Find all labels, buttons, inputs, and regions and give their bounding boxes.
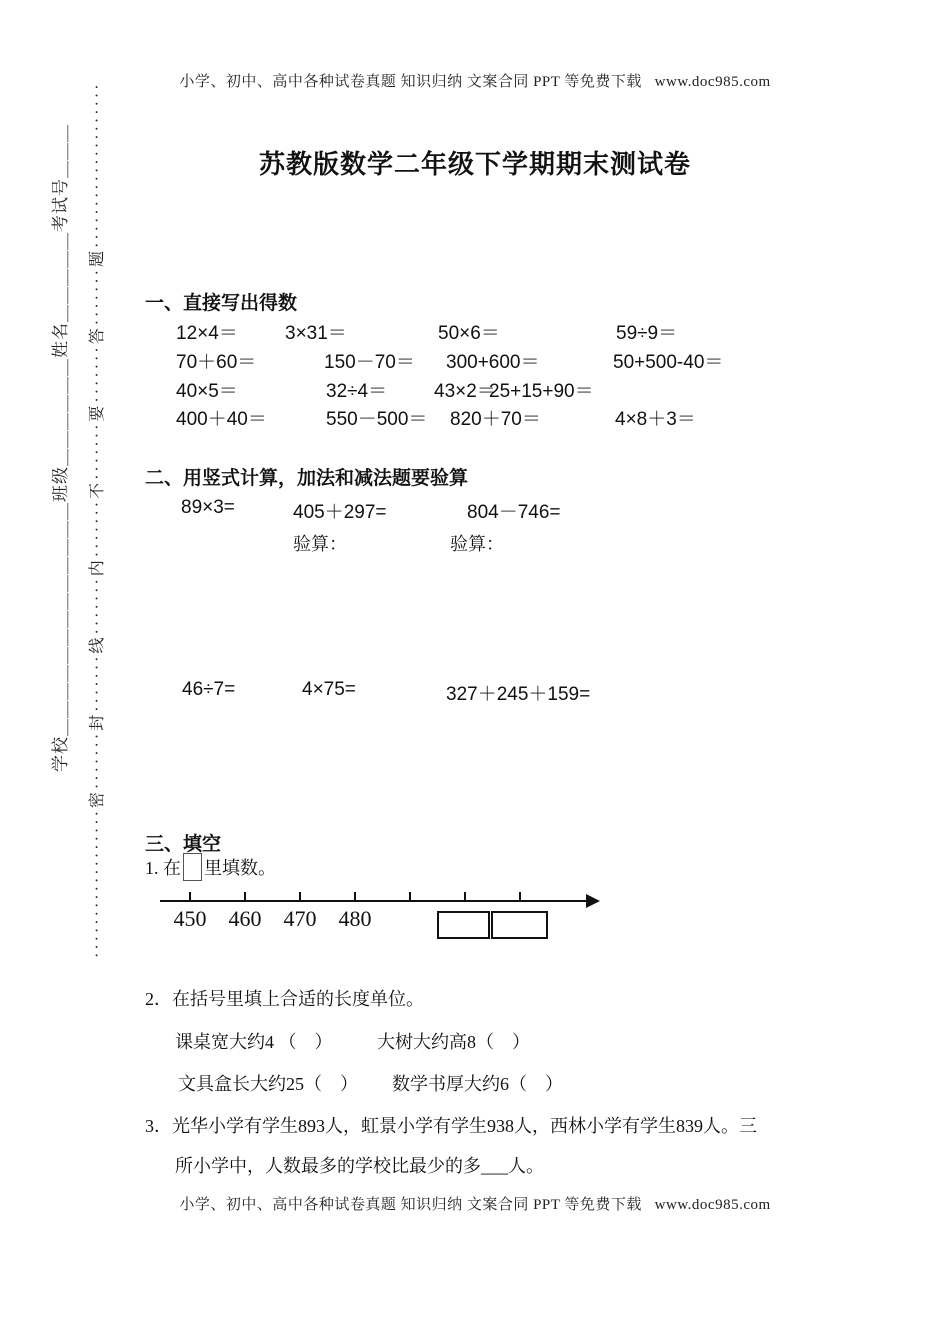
student-info-fields: 学校＿＿＿＿＿＿＿＿＿＿＿＿＿班级＿＿＿＿＿＿姓名＿＿＿＿＿考试号＿＿＿	[51, 124, 70, 772]
q2-item: 数学书厚大约6（ ）	[392, 1074, 563, 1094]
page-title: 苏教版数学二年级下学期期末测试卷	[258, 150, 691, 179]
number-line	[160, 900, 590, 902]
problem-item: 405＋297=	[293, 502, 387, 523]
q1-text	[145, 853, 276, 881]
q1-fill-box	[183, 853, 202, 881]
problem-item: 550－500＝	[326, 409, 428, 430]
tick-label: 460	[228, 906, 262, 931]
problem-item: 150－70＝	[324, 352, 415, 373]
problem-item: 43×2＝	[434, 381, 496, 402]
number-line-tick	[354, 892, 356, 901]
problem-item: 4×8＋3＝	[615, 409, 696, 430]
check-label: 验算：	[293, 534, 347, 554]
problem-item: 50+500-40＝	[613, 352, 724, 373]
problem-item: 820＋70＝	[450, 409, 541, 430]
problem-item: 50×6＝	[438, 323, 500, 344]
q2-text: 2．在括号里填上合适的长度单位。	[145, 989, 424, 1009]
problem-item: 804－746=	[467, 502, 561, 523]
problem-item: 46÷7=	[182, 679, 236, 700]
q3-line: 所小学中，人数最多的学校比最少的多___人。	[175, 1156, 544, 1176]
seal-dotted-line: ··················密·······封·······线·······内·······不·······要·······答·······题····················	[89, 81, 106, 958]
problem-item: 3×31＝	[285, 323, 347, 344]
q2-item: 课桌宽大约4 （ ）	[175, 1032, 333, 1052]
page-footer-text: 小学、初中、高中各种试卷真题 知识归纳 文案合同 PPT 等免费下载 www.doc985.com	[179, 1197, 771, 1213]
page-header-text: 小学、初中、高中各种试卷真题 知识归纳 文案合同 PPT 等免费下载 www.doc985.com	[179, 74, 771, 90]
problem-item: 12×4＝	[176, 323, 238, 344]
answer-box	[491, 911, 548, 939]
number-line-tick	[189, 892, 191, 901]
section-three-heading: 三、填空	[145, 834, 222, 855]
number-line-tick	[244, 892, 246, 901]
tick-label: 480	[338, 906, 372, 931]
problem-item: 32÷4＝	[326, 381, 388, 402]
q1-suffix: 里填数。	[204, 858, 276, 878]
problem-item: 70＋60＝	[176, 352, 257, 373]
problem-item: 300+600＝	[446, 352, 540, 373]
problem-item: 4×75=	[302, 679, 356, 700]
q1-prefix: 1. 在	[145, 858, 181, 878]
q3-line: 3．光华小学有学生893人，虹景小学有学生938人，西林小学有学生839人。三	[145, 1116, 757, 1136]
q2-item: 文具盒长大约25（ ）	[178, 1074, 358, 1094]
section-two-heading: 二、用竖式计算，加法和减法题要验算	[145, 468, 469, 489]
number-line-tick	[299, 892, 301, 901]
problem-item: 59÷9＝	[616, 323, 678, 344]
check-label: 验算：	[450, 534, 504, 554]
number-line-arrow-icon	[586, 894, 600, 908]
number-line-tick	[409, 892, 411, 901]
problem-item: 327＋245＋159=	[446, 684, 591, 705]
problem-item: 89×3=	[181, 497, 235, 518]
problem-item: 25+15+90＝	[489, 381, 594, 402]
number-line-tick	[519, 892, 521, 901]
q2-item: 大树大约高8（ ）	[377, 1032, 530, 1052]
tick-label: 470	[283, 906, 317, 931]
number-line-tick	[464, 892, 466, 901]
problem-item: 40×5＝	[176, 381, 238, 402]
problem-item: 400＋40＝	[176, 409, 267, 430]
answer-box	[437, 911, 490, 939]
section-one-heading: 一、直接写出得数	[145, 293, 298, 314]
tick-label: 450	[173, 906, 207, 931]
